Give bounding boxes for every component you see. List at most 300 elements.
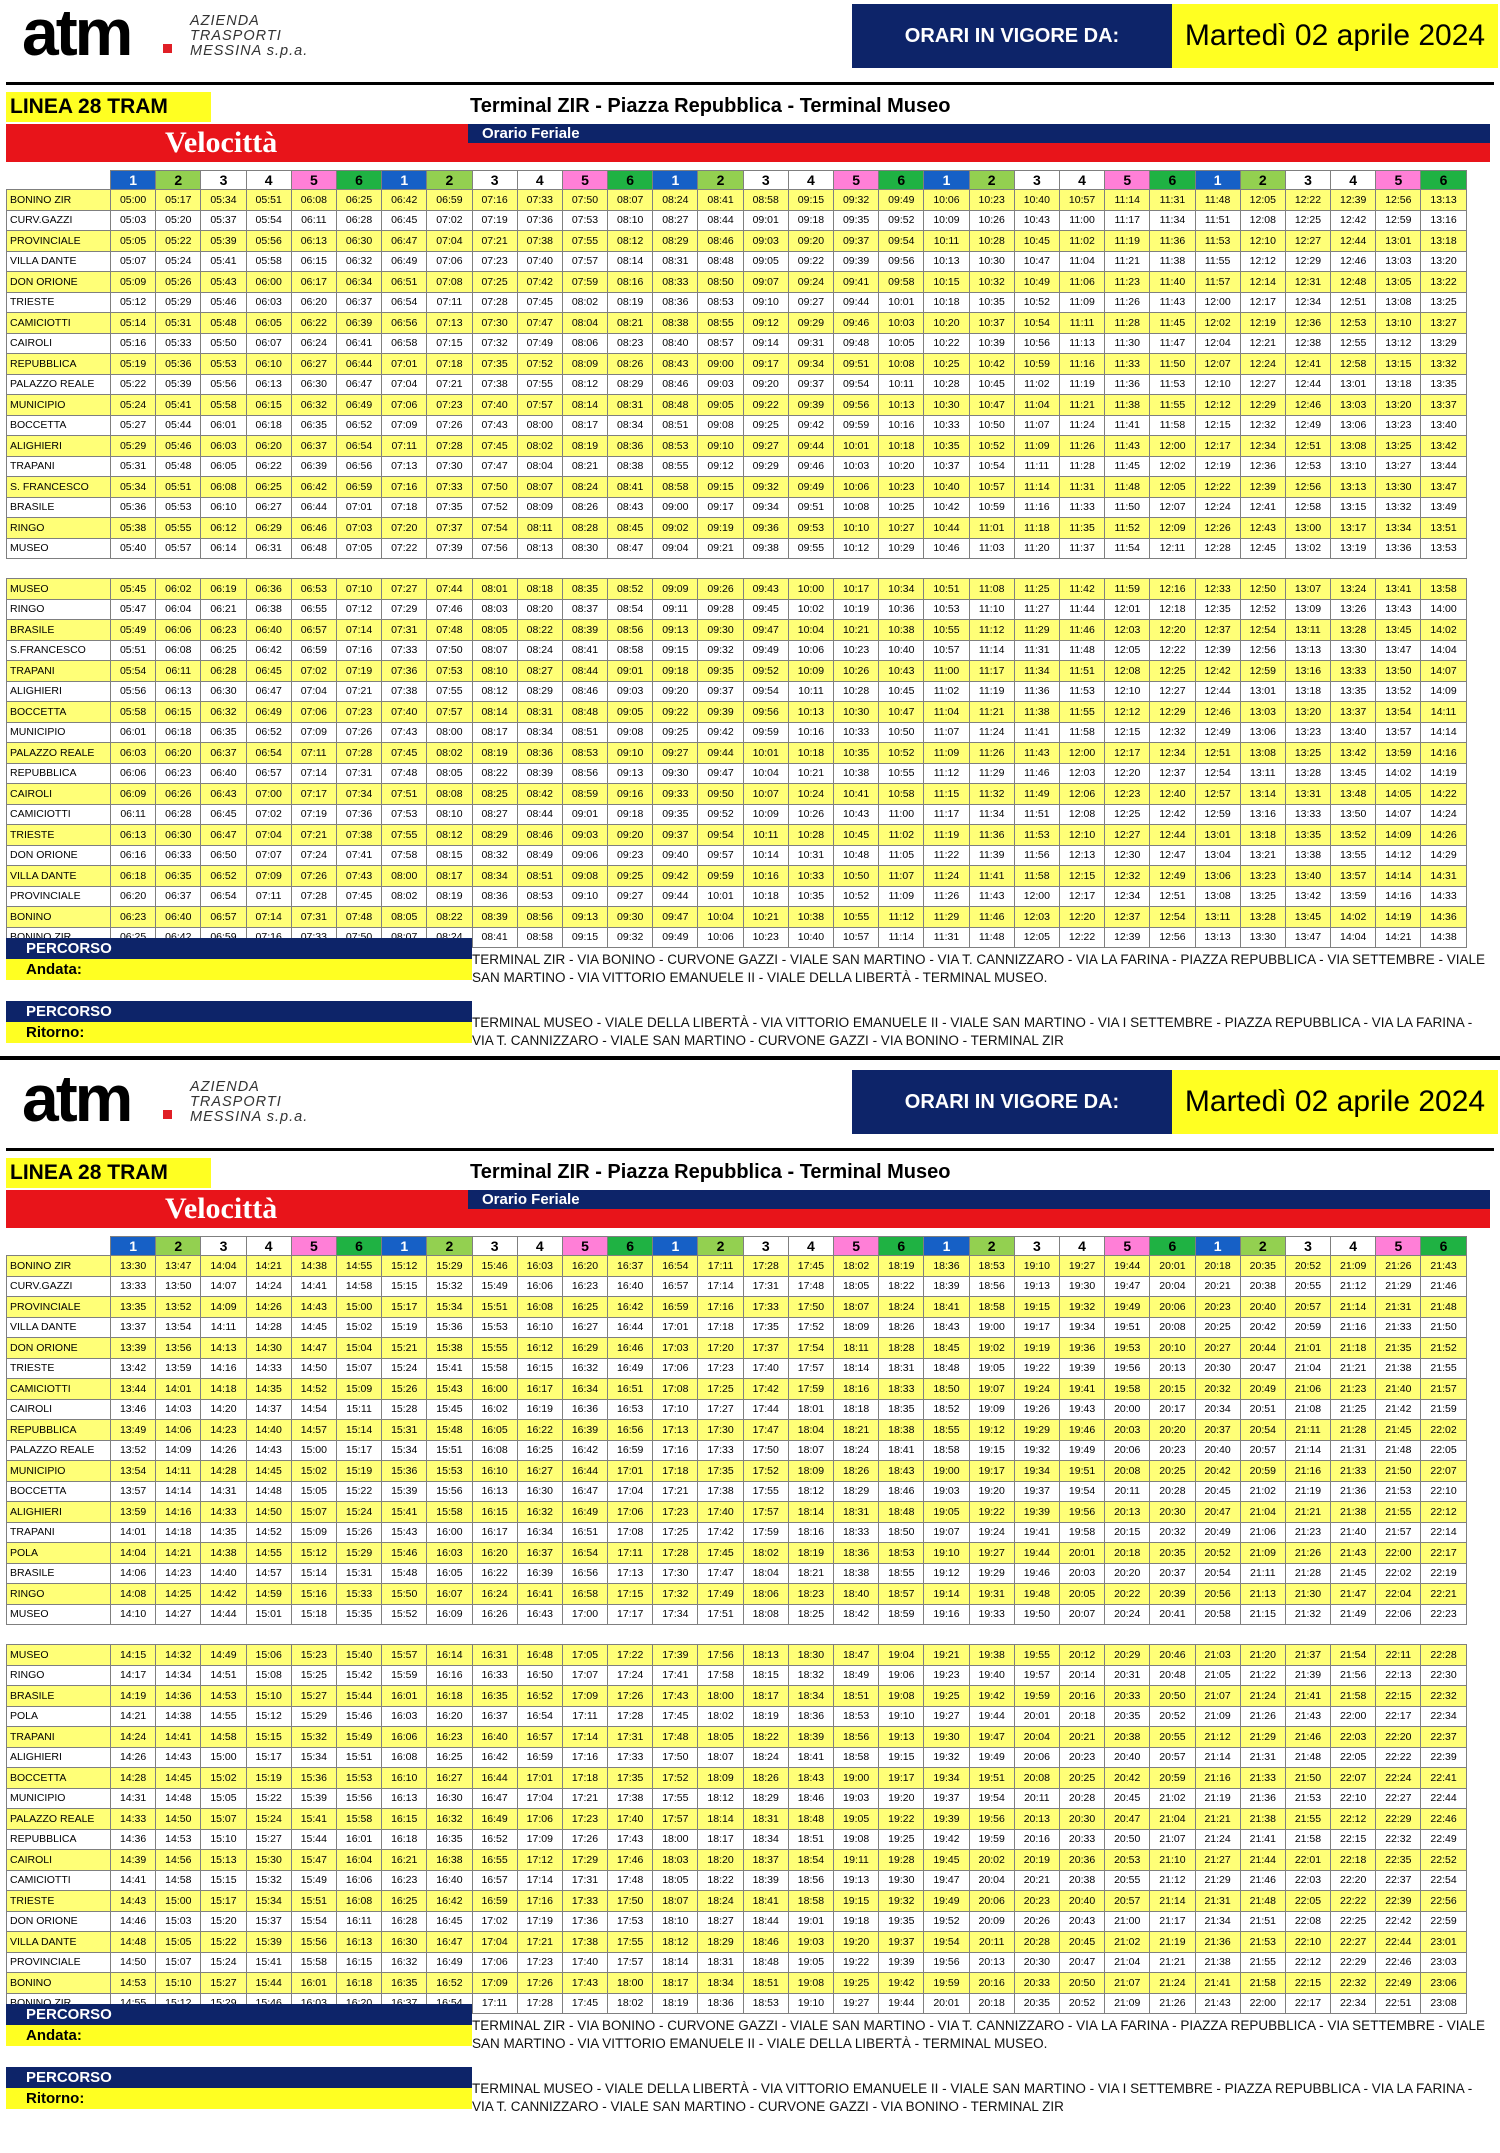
departure-time: 11:17 xyxy=(969,661,1014,682)
spacer-cell xyxy=(336,1625,381,1645)
departure-time: 12:42 xyxy=(1150,804,1195,825)
departure-time: 17:21 xyxy=(653,1481,698,1502)
departure-time: 17:31 xyxy=(562,1870,607,1891)
departure-time: 11:19 xyxy=(969,681,1014,702)
stop-name: POLA xyxy=(7,1543,111,1564)
departure-time: 07:18 xyxy=(382,497,427,518)
departure-time: 10:30 xyxy=(834,702,879,723)
departure-time: 20:10 xyxy=(1150,1338,1195,1359)
departure-time: 15:10 xyxy=(246,1686,291,1707)
departure-time: 20:11 xyxy=(969,1932,1014,1953)
departure-time: 18:39 xyxy=(924,1276,969,1297)
column-number: 6 xyxy=(1421,1237,1466,1256)
departure-time: 10:43 xyxy=(834,804,879,825)
departure-time: 10:04 xyxy=(743,763,788,784)
departure-time: 11:31 xyxy=(1059,477,1104,498)
atm-logo xyxy=(22,0,312,69)
stop-name: CAIROLI xyxy=(7,333,111,354)
departure-time: 08:36 xyxy=(653,292,698,313)
departure-time: 22:52 xyxy=(1421,1850,1466,1871)
departure-time: 11:32 xyxy=(969,784,1014,805)
departure-time: 21:45 xyxy=(1376,1420,1421,1441)
departure-time: 19:07 xyxy=(924,1522,969,1543)
departure-time: 17:11 xyxy=(608,1543,653,1564)
departure-time: 18:22 xyxy=(879,1276,924,1297)
departure-time: 18:56 xyxy=(788,1870,833,1891)
percorso-label: Andata: xyxy=(6,2025,472,2046)
departure-time: 15:22 xyxy=(336,1481,381,1502)
departure-time: 06:03 xyxy=(201,436,246,457)
departure-time: 07:19 xyxy=(336,661,381,682)
departure-time: 12:51 xyxy=(1195,743,1240,764)
departure-time: 13:28 xyxy=(1285,763,1330,784)
departure-time: 21:30 xyxy=(1285,1584,1330,1605)
departure-time: 11:19 xyxy=(1105,231,1150,252)
departure-time: 15:00 xyxy=(336,1297,381,1318)
departure-time: 20:17 xyxy=(1150,1399,1195,1420)
column-number: 1 xyxy=(653,1237,698,1256)
departure-time: 13:54 xyxy=(111,1461,156,1482)
percorso-ritorno xyxy=(6,2067,472,2109)
departure-time: 13:03 xyxy=(1331,395,1376,416)
departure-time: 12:10 xyxy=(1195,374,1240,395)
departure-time: 13:23 xyxy=(1376,415,1421,436)
departure-time: 14:39 xyxy=(111,1850,156,1871)
departure-time: 19:07 xyxy=(969,1379,1014,1400)
timetable-row xyxy=(7,763,1467,784)
departure-time: 18:24 xyxy=(834,1440,879,1461)
departure-time: 16:47 xyxy=(562,1481,607,1502)
departure-time: 19:50 xyxy=(1014,1604,1059,1625)
stop-name: TRAPANI xyxy=(7,1727,111,1748)
departure-time: 17:57 xyxy=(608,1952,653,1973)
departure-time: 14:04 xyxy=(1331,927,1376,948)
departure-time: 07:14 xyxy=(336,620,381,641)
departure-time: 17:17 xyxy=(608,1604,653,1625)
departure-time: 14:04 xyxy=(1421,640,1466,661)
departure-time: 10:01 xyxy=(743,743,788,764)
departure-time: 19:20 xyxy=(834,1932,879,1953)
departure-time: 22:27 xyxy=(1376,1788,1421,1809)
departure-time: 14:04 xyxy=(111,1543,156,1564)
timetable-row xyxy=(7,661,1467,682)
timetable-row xyxy=(7,845,1467,866)
departure-time: 14:00 xyxy=(1421,599,1466,620)
departure-time: 20:03 xyxy=(1105,1420,1150,1441)
departure-time: 22:29 xyxy=(1331,1952,1376,1973)
departure-time: 21:55 xyxy=(1240,1952,1285,1973)
departure-time: 14:48 xyxy=(156,1788,201,1809)
departure-time: 08:12 xyxy=(427,825,472,846)
departure-time: 21:21 xyxy=(1331,1358,1376,1379)
departure-time: 07:18 xyxy=(427,354,472,375)
departure-time: 10:01 xyxy=(698,886,743,907)
departure-time: 17:43 xyxy=(608,1829,653,1850)
departure-time: 18:41 xyxy=(788,1747,833,1768)
departure-time: 08:53 xyxy=(653,436,698,457)
departure-time: 11:09 xyxy=(1059,292,1104,313)
departure-time: 10:28 xyxy=(969,231,1014,252)
departure-time: 06:04 xyxy=(156,599,201,620)
departure-time: 07:19 xyxy=(472,210,517,231)
departure-time: 18:29 xyxy=(834,1481,879,1502)
departure-time: 16:59 xyxy=(472,1891,517,1912)
departure-time: 12:20 xyxy=(1059,907,1104,928)
departure-time: 10:15 xyxy=(924,272,969,293)
departure-time: 20:08 xyxy=(1014,1768,1059,1789)
departure-time: 08:46 xyxy=(698,231,743,252)
departure-time: 21:31 xyxy=(1331,1440,1376,1461)
departure-time: 05:34 xyxy=(111,477,156,498)
departure-time: 16:32 xyxy=(382,1952,427,1973)
departure-time: 19:54 xyxy=(969,1788,1014,1809)
departure-time: 10:23 xyxy=(834,640,879,661)
stop-name: VILLA DANTE xyxy=(7,1932,111,1953)
departure-time: 06:23 xyxy=(111,907,156,928)
departure-time: 12:45 xyxy=(1240,538,1285,559)
departure-time: 19:30 xyxy=(1059,1276,1104,1297)
departure-time: 22:37 xyxy=(1376,1870,1421,1891)
departure-time: 18:38 xyxy=(879,1420,924,1441)
percorso-andata-text: TERMINAL ZIR - VIA BONINO - CURVONE GAZZI - VIALE SAN MARTINO - VIA T. CANNIZZARO - VIA LA FARINA - PIAZZA REPUBBLICA - VIA SETTEMBRE - VIALE SAN MARTINO - VIA VITTORIO EMANUELE II - VIALE DELLA LIBERTÀ - TERMINAL MUSEO. xyxy=(472,952,1485,985)
departure-time: 11:47 xyxy=(1150,333,1195,354)
timetable-row xyxy=(7,1686,1467,1707)
departure-time: 13:35 xyxy=(1421,374,1466,395)
departure-time: 06:47 xyxy=(336,374,381,395)
departure-time: 18:07 xyxy=(788,1440,833,1461)
departure-time: 11:17 xyxy=(924,804,969,825)
departure-time: 19:25 xyxy=(924,1686,969,1707)
departure-time: 08:33 xyxy=(653,272,698,293)
departure-time: 18:24 xyxy=(743,1747,788,1768)
departure-time: 12:57 xyxy=(1195,784,1240,805)
departure-time: 13:07 xyxy=(1285,579,1330,600)
departure-time: 11:41 xyxy=(1014,722,1059,743)
timetable xyxy=(6,170,1467,948)
departure-time: 18:23 xyxy=(788,1584,833,1605)
departure-time: 15:24 xyxy=(246,1809,291,1830)
departure-time: 09:30 xyxy=(698,620,743,641)
departure-time: 08:24 xyxy=(653,190,698,211)
column-number: 4 xyxy=(517,171,562,190)
departure-time: 06:59 xyxy=(291,640,336,661)
departure-time: 16:09 xyxy=(427,1604,472,1625)
departure-time: 15:27 xyxy=(201,1973,246,1994)
departure-time: 05:56 xyxy=(246,231,291,252)
timetable-row xyxy=(7,620,1467,641)
departure-time: 09:22 xyxy=(788,251,833,272)
departure-time: 06:30 xyxy=(156,825,201,846)
departure-time: 09:04 xyxy=(653,538,698,559)
departure-time: 10:23 xyxy=(743,927,788,948)
departure-time: 06:50 xyxy=(201,845,246,866)
timetable-row xyxy=(7,1747,1467,1768)
departure-time: 15:09 xyxy=(291,1522,336,1543)
departure-time: 07:29 xyxy=(382,599,427,620)
departure-time: 18:05 xyxy=(653,1870,698,1891)
departure-time: 06:05 xyxy=(246,313,291,334)
departure-time: 06:52 xyxy=(201,866,246,887)
departure-time: 05:36 xyxy=(111,497,156,518)
departure-time: 21:57 xyxy=(1376,1522,1421,1543)
departure-time: 10:43 xyxy=(879,661,924,682)
departure-time: 21:15 xyxy=(1240,1604,1285,1625)
departure-time: 21:04 xyxy=(1105,1952,1150,1973)
departure-time: 17:51 xyxy=(698,1604,743,1625)
departure-time: 21:36 xyxy=(1331,1481,1376,1502)
departure-time: 16:52 xyxy=(427,1973,472,1994)
departure-time: 19:10 xyxy=(924,1543,969,1564)
departure-time: 16:27 xyxy=(427,1768,472,1789)
departure-time: 11:00 xyxy=(924,661,969,682)
departure-time: 12:34 xyxy=(1240,436,1285,457)
departure-time: 07:33 xyxy=(517,190,562,211)
column-number: 1 xyxy=(382,1237,427,1256)
departure-time: 10:11 xyxy=(788,681,833,702)
departure-time: 18:52 xyxy=(924,1399,969,1420)
departure-time: 06:29 xyxy=(246,518,291,539)
route-title: Terminal ZIR - Piazza Repubblica - Terminal Museo xyxy=(470,1161,951,1183)
departure-time: 07:35 xyxy=(472,354,517,375)
departure-time: 15:07 xyxy=(201,1809,246,1830)
percorso-title: PERCORSO xyxy=(6,1001,472,1022)
departure-time: 13:27 xyxy=(1421,313,1466,334)
departure-time: 16:40 xyxy=(472,1727,517,1748)
departure-time: 14:35 xyxy=(201,1522,246,1543)
departure-time: 07:04 xyxy=(427,231,472,252)
departure-time: 06:49 xyxy=(246,702,291,723)
departure-time: 20:45 xyxy=(1195,1481,1240,1502)
departure-time: 14:54 xyxy=(291,1399,336,1420)
departure-time: 16:01 xyxy=(336,1829,381,1850)
departure-time: 11:03 xyxy=(969,538,1014,559)
departure-time: 15:34 xyxy=(291,1747,336,1768)
departure-time: 18:07 xyxy=(834,1297,879,1318)
departure-time: 22:20 xyxy=(1331,1870,1376,1891)
departure-time: 08:29 xyxy=(653,231,698,252)
departure-time: 20:45 xyxy=(1059,1932,1104,1953)
departure-time: 17:07 xyxy=(562,1665,607,1686)
spacer-cell xyxy=(1240,559,1285,579)
departure-time: 09:10 xyxy=(698,436,743,457)
departure-time: 05:38 xyxy=(111,518,156,539)
departure-time: 13:37 xyxy=(111,1317,156,1338)
spacer-cell xyxy=(698,559,743,579)
departure-time: 16:03 xyxy=(427,1543,472,1564)
departure-time: 14:33 xyxy=(1421,886,1466,907)
departure-time: 05:58 xyxy=(111,702,156,723)
stop-name: REPUBBLICA xyxy=(7,763,111,784)
departure-time: 13:33 xyxy=(1285,804,1330,825)
departure-time: 09:54 xyxy=(879,231,924,252)
departure-time: 22:10 xyxy=(1285,1932,1330,1953)
departure-time: 18:02 xyxy=(834,1256,879,1277)
departure-time: 08:13 xyxy=(517,538,562,559)
departure-time: 12:03 xyxy=(1105,620,1150,641)
departure-time: 13:47 xyxy=(156,1256,201,1277)
departure-time: 08:04 xyxy=(562,313,607,334)
departure-time: 19:53 xyxy=(1105,1338,1150,1359)
departure-time: 21:28 xyxy=(1331,1420,1376,1441)
departure-time: 12:47 xyxy=(1150,845,1195,866)
departure-time: 13:25 xyxy=(1421,292,1466,313)
departure-time: 20:22 xyxy=(1105,1584,1150,1605)
departure-time: 08:46 xyxy=(562,681,607,702)
departure-time: 20:15 xyxy=(1105,1522,1150,1543)
departure-time: 05:45 xyxy=(111,579,156,600)
departure-time: 19:39 xyxy=(1059,1358,1104,1379)
stop-name: PROVINCIALE xyxy=(7,1952,111,1973)
departure-time: 06:39 xyxy=(291,456,336,477)
departure-time: 15:00 xyxy=(201,1747,246,1768)
departure-time: 11:55 xyxy=(1150,395,1195,416)
departure-time: 10:08 xyxy=(834,497,879,518)
schedule-type: Orario Feriale xyxy=(482,1191,580,1208)
departure-time: 21:56 xyxy=(1331,1665,1376,1686)
departure-time: 22:35 xyxy=(1376,1850,1421,1871)
stop-name: POLA xyxy=(7,1706,111,1727)
departure-time: 15:32 xyxy=(246,1870,291,1891)
departure-time: 18:19 xyxy=(743,1706,788,1727)
departure-time: 11:30 xyxy=(1105,333,1150,354)
departure-time: 18:17 xyxy=(653,1973,698,1994)
departure-time: 18:43 xyxy=(924,1317,969,1338)
departure-time: 13:45 xyxy=(1331,763,1376,784)
timetable-row xyxy=(7,1645,1467,1666)
departure-time: 16:57 xyxy=(517,1727,562,1748)
timetable-row xyxy=(7,784,1467,805)
departure-time: 19:34 xyxy=(1059,1317,1104,1338)
departure-time: 14:09 xyxy=(201,1297,246,1318)
departure-time: 10:28 xyxy=(788,825,833,846)
departure-time: 13:20 xyxy=(1285,702,1330,723)
departure-time: 15:23 xyxy=(291,1645,336,1666)
departure-time: 12:59 xyxy=(1376,210,1421,231)
departure-time: 11:01 xyxy=(969,518,1014,539)
departure-time: 11:50 xyxy=(1105,497,1150,518)
column-number: 5 xyxy=(1105,171,1150,190)
departure-time: 19:49 xyxy=(1105,1297,1150,1318)
departure-time: 06:25 xyxy=(201,640,246,661)
departure-time: 09:08 xyxy=(562,866,607,887)
spacer-cell xyxy=(1331,559,1376,579)
departure-time: 12:56 xyxy=(1376,190,1421,211)
departure-time: 10:21 xyxy=(788,763,833,784)
departure-time: 05:51 xyxy=(156,477,201,498)
departure-time: 20:15 xyxy=(1150,1379,1195,1400)
departure-time: 10:12 xyxy=(834,538,879,559)
departure-time: 07:54 xyxy=(472,518,517,539)
departure-time: 12:00 xyxy=(1150,436,1195,457)
departure-time: 15:18 xyxy=(291,1604,336,1625)
departure-time: 21:22 xyxy=(1240,1665,1285,1686)
departure-time: 15:53 xyxy=(336,1768,381,1789)
departure-time: 14:26 xyxy=(1421,825,1466,846)
stop-name: TRIESTE xyxy=(7,1891,111,1912)
departure-time: 13:02 xyxy=(1285,538,1330,559)
departure-time: 05:51 xyxy=(111,640,156,661)
departure-time: 16:54 xyxy=(653,1256,698,1277)
departure-time: 22:00 xyxy=(1331,1706,1376,1727)
departure-time: 08:17 xyxy=(472,722,517,743)
timetable-row xyxy=(7,231,1467,252)
departure-time: 12:56 xyxy=(1285,477,1330,498)
departure-time: 09:10 xyxy=(743,292,788,313)
departure-time: 15:39 xyxy=(382,1481,427,1502)
timetable-row xyxy=(7,1727,1467,1748)
timetable-row xyxy=(7,1502,1467,1523)
departure-time: 20:50 xyxy=(1059,1973,1104,1994)
departure-time: 06:54 xyxy=(336,436,381,457)
departure-time: 19:48 xyxy=(1014,1584,1059,1605)
departure-time: 20:28 xyxy=(1150,1481,1195,1502)
departure-time: 13:30 xyxy=(1376,477,1421,498)
spacer-cell xyxy=(201,559,246,579)
departure-time: 10:33 xyxy=(788,866,833,887)
departure-time: 16:59 xyxy=(608,1440,653,1461)
departure-time: 05:46 xyxy=(201,292,246,313)
departure-time: 17:18 xyxy=(653,1461,698,1482)
departure-time: 05:53 xyxy=(201,354,246,375)
departure-time: 15:11 xyxy=(336,1399,381,1420)
departure-time: 17:22 xyxy=(608,1645,653,1666)
departure-time: 10:46 xyxy=(924,538,969,559)
spacer-cell xyxy=(1376,559,1421,579)
departure-time: 07:31 xyxy=(336,763,381,784)
departure-time: 17:11 xyxy=(698,1256,743,1277)
departure-time: 16:02 xyxy=(472,1399,517,1420)
departure-time: 06:35 xyxy=(291,415,336,436)
departure-time: 20:52 xyxy=(1285,1256,1330,1277)
spacer-cell xyxy=(427,1625,472,1645)
departure-time: 07:53 xyxy=(382,804,427,825)
departure-time: 05:19 xyxy=(111,354,156,375)
departure-time: 16:39 xyxy=(562,1420,607,1441)
departure-time: 23:01 xyxy=(1421,1932,1466,1953)
departure-time: 10:22 xyxy=(924,333,969,354)
stop-name: VILLA DANTE xyxy=(7,866,111,887)
departure-time: 21:31 xyxy=(1195,1891,1240,1912)
departure-time: 09:33 xyxy=(653,784,698,805)
departure-time: 21:41 xyxy=(1195,1973,1240,1994)
departure-time: 18:53 xyxy=(834,1706,879,1727)
departure-time: 05:39 xyxy=(201,231,246,252)
departure-time: 17:39 xyxy=(653,1645,698,1666)
departure-time: 14:50 xyxy=(291,1358,336,1379)
departure-time: 21:14 xyxy=(1195,1747,1240,1768)
departure-time: 15:14 xyxy=(291,1563,336,1584)
departure-time: 12:17 xyxy=(1195,436,1240,457)
departure-time: 14:43 xyxy=(246,1440,291,1461)
spacer-cell xyxy=(924,1625,969,1645)
departure-time: 18:29 xyxy=(698,1932,743,1953)
departure-time: 05:00 xyxy=(111,190,156,211)
departure-time: 10:35 xyxy=(969,292,1014,313)
departure-time: 15:01 xyxy=(246,1604,291,1625)
departure-time: 11:54 xyxy=(1105,538,1150,559)
departure-time: 12:02 xyxy=(1150,456,1195,477)
timetable-row xyxy=(7,1932,1467,1953)
departure-time: 13:30 xyxy=(1331,640,1376,661)
departure-time: 18:58 xyxy=(788,1891,833,1912)
departure-time: 08:56 xyxy=(608,620,653,641)
departure-time: 06:17 xyxy=(291,272,336,293)
departure-time: 11:41 xyxy=(969,866,1014,887)
departure-time: 12:59 xyxy=(1195,804,1240,825)
departure-time: 20:13 xyxy=(1014,1809,1059,1830)
departure-time: 15:41 xyxy=(246,1952,291,1973)
departure-time: 22:03 xyxy=(1285,1870,1330,1891)
